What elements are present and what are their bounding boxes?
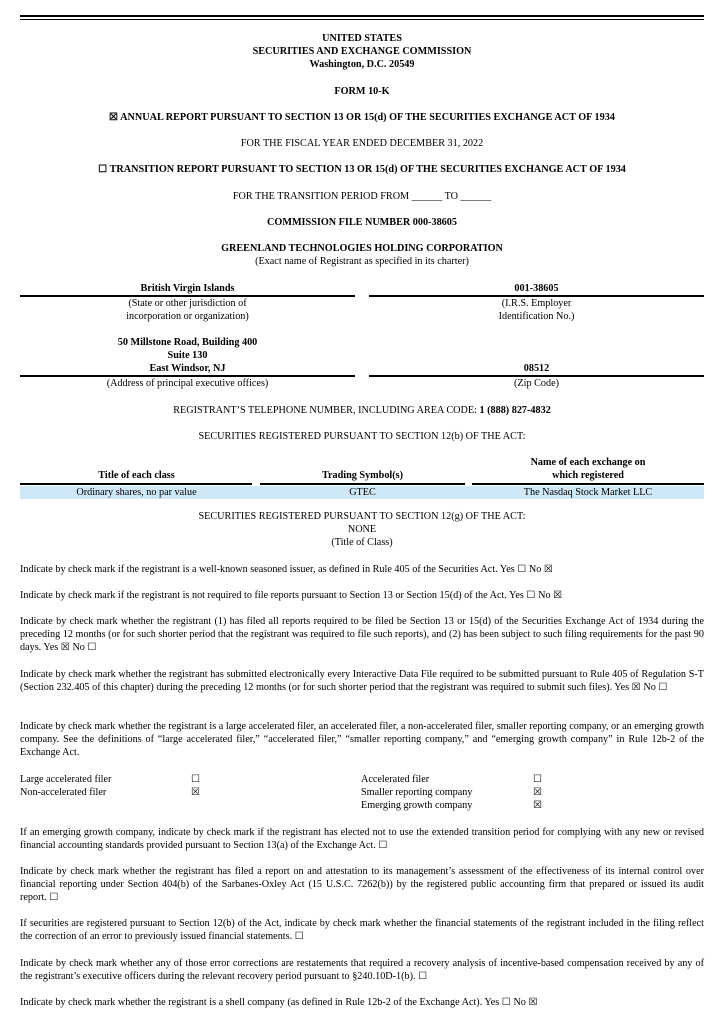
zip-value: 08512 <box>369 362 704 377</box>
transition-period-line: FOR THE TRANSITION PERIOD FROM ______ TO ______ <box>232 191 492 202</box>
address-line-3: East Windsor, NJ <box>20 362 355 377</box>
telephone-line <box>20 404 704 417</box>
registrant-name: GREENLAND TECHNOLOGIES HOLDING CORPORATION <box>221 243 503 254</box>
accelerated-checkbox[interactable]: ☐ <box>533 774 542 785</box>
zip-caption: (Zip Code) <box>514 378 559 389</box>
error-correction-paragraph: If securities are registered pursuant to Section 12(b) of the Act, indicate by check mark whether the financial statements of the registrant included in the filing reflect the correction of an error to previously issued financial statements. ☐ <box>20 918 704 942</box>
header-us: UNITED STATES <box>322 33 402 44</box>
top-rule-thick <box>20 15 704 17</box>
annual-report-line: ☒ ANNUAL REPORT PURSUANT TO SECTION 13 OR 15(d) OF THE SECURITIES EXCHANGE ACT OF 1934 <box>109 112 615 123</box>
registrant-name-caption: (Exact name of Registrant as specified in its charter) <box>255 256 469 267</box>
emerging-growth-label: Emerging growth company <box>361 800 473 811</box>
irs-caption-1: (I.R.S. Employer <box>501 298 572 309</box>
non-accelerated-label: Non-accelerated filer <box>20 787 107 798</box>
large-accelerated-checkbox[interactable]: ☐ <box>191 774 200 785</box>
filer-status-paragraph: Indicate by check mark whether the registrant is a large accelerated filer, an accelerated filer, a non-accelerated filer, smaller reporting company, or an emerging growth company. See the definitions of “large accelerated filer,” “accelerated filer,” “smaller reporting company,” and “emerging growth company” in Rule 12b-2 of the Exchange Act. <box>20 721 704 758</box>
section-12g-heading: SECURITIES REGISTERED PURSUANT TO SECTION 12(g) OF THE ACT: <box>198 511 526 522</box>
not-required-paragraph: Indicate by check mark if the registrant is not required to file reports pursuant to Section 13 or Section 15(d) of the Act. Yes ☐ No ☒ <box>20 590 563 601</box>
transition-report-line: ☐ TRANSITION REPORT PURSUANT TO SECTION 13 OR 15(d) OF THE SECURITIES EXCHANGE ACT OF 1934 <box>98 164 626 175</box>
interactive-data-paragraph: Indicate by check mark whether the registrant has submitted electronically every Interactive Data File required to be submitted pursuant to Rule 405 of Regulation S-T (Section 232.405 of this chapter) during the preceding 12 months (or for such shorter period that the registrant was required to submit such files). Yes ☒ No ☐ <box>20 669 704 693</box>
col-symbol-rule <box>260 483 465 485</box>
telephone-label: REGISTRANT’S TELEPHONE NUMBER, INCLUDING AREA CODE: <box>173 405 480 416</box>
form-title: FORM 10-K <box>334 86 390 97</box>
emerging-growth-checkbox[interactable]: ☒ <box>533 800 542 811</box>
filed-reports-paragraph: Indicate by check mark whether the registrant (1) has filed all reports required to be filed be Section 13 or 15(d) of the Securities Exchange Act of 1934 during the preceding 12 months (or for such shorter period that the registrant was required to file such reports), and (2) has been subject to such filing requirements for the past 90 days. Yes ☒ No ☐ <box>20 616 704 653</box>
col-exchange-header-line2: which registered <box>552 470 624 481</box>
section-12g-value: NONE <box>347 524 377 535</box>
address-line-1: 50 Millstone Road, Building 400 <box>117 337 258 348</box>
non-accelerated-checkbox[interactable]: ☒ <box>191 787 200 798</box>
fiscal-year-line: FOR THE FISCAL YEAR ENDED DECEMBER 31, 2022 <box>240 138 484 149</box>
col-symbol-header: Trading Symbol(s) <box>321 470 404 481</box>
jurisdiction-caption-1: (State or other jurisdiction of <box>128 298 247 309</box>
shell-company-paragraph: Indicate by check mark whether the registrant is a shell company (as defined in Rule 12b-2 of the Exchange Act). Yes ☐ No ☒ <box>20 997 538 1008</box>
internal-control-paragraph: Indicate by check mark whether the registrant has filed a report on and attestation to its management’s assessment of the effectiveness of its internal control over financial reporting under Section 404(b) of the Sarbanes-Oxley Act (15 U.S.C. 7262(b)) by the registered public accounting firm that prepared or issued its audit report. ☐ <box>20 866 704 903</box>
securities-table-header <box>20 456 704 484</box>
col-exchange-header-line1: Name of each exchange on <box>530 457 646 468</box>
row-exchange: The Nasdaq Stock Market LLC <box>523 487 653 498</box>
row-symbol: GTEC <box>349 487 376 498</box>
header-sec: SECURITIES AND EXCHANGE COMMISSION <box>252 46 472 57</box>
commission-file-number: COMMISSION FILE NUMBER 000-38605 <box>267 217 457 228</box>
irs-number-value: 001-38605 <box>369 282 704 297</box>
address-line-2: Suite 130 <box>167 350 208 361</box>
top-rule-thin <box>20 19 704 20</box>
col-exchange-header <box>472 456 704 482</box>
telephone-number: 1 (888) 827-4832 <box>479 405 551 416</box>
jurisdiction-value: British Virgin Islands <box>20 282 355 297</box>
section-12g-caption: (Title of Class) <box>331 537 393 548</box>
section-12b-heading: SECURITIES REGISTERED PURSUANT TO SECTION 12(b) OF THE ACT: <box>198 431 526 442</box>
accelerated-label: Accelerated filer <box>361 774 430 785</box>
securities-table <box>20 456 704 498</box>
jurisdiction-caption-2: incorporation or organization) <box>126 311 249 322</box>
address-caption: (Address of principal executive offices) <box>106 378 269 389</box>
recovery-analysis-paragraph: Indicate by check mark whether any of those error corrections are restatements that required a recovery analysis of incentive-based compensation received by any of the registrant’s executive officers during the relevant recovery period pursuant to §240.10D-1(b). ☐ <box>20 958 704 982</box>
well-known-issuer-paragraph: Indicate by check mark if the registrant is a well-known seasoned issuer, as defined in Rule 405 of the Securities Act. Yes ☐ No ☒ <box>20 564 554 575</box>
col-exchange-rule <box>472 483 704 485</box>
emerging-transition-paragraph: If an emerging growth company, indicate by check mark if the registrant has elected not to use the extended transition period for complying with any new or revised financial accounting standards provided pursuant to Section 13(a) of the Exchange Act. ☐ <box>20 827 704 851</box>
smaller-reporting-checkbox[interactable]: ☒ <box>533 787 542 798</box>
large-accelerated-label: Large accelerated filer <box>20 774 112 785</box>
smaller-reporting-label: Smaller reporting company <box>361 787 473 798</box>
row-title: Ordinary shares, no par value <box>76 487 197 498</box>
table-row <box>20 486 704 499</box>
header-location: Washington, D.C. 20549 <box>309 59 415 70</box>
col-title-header: Title of each class <box>98 470 175 481</box>
col-title-rule <box>20 483 252 485</box>
irs-caption-2: Identification No.) <box>498 311 575 322</box>
